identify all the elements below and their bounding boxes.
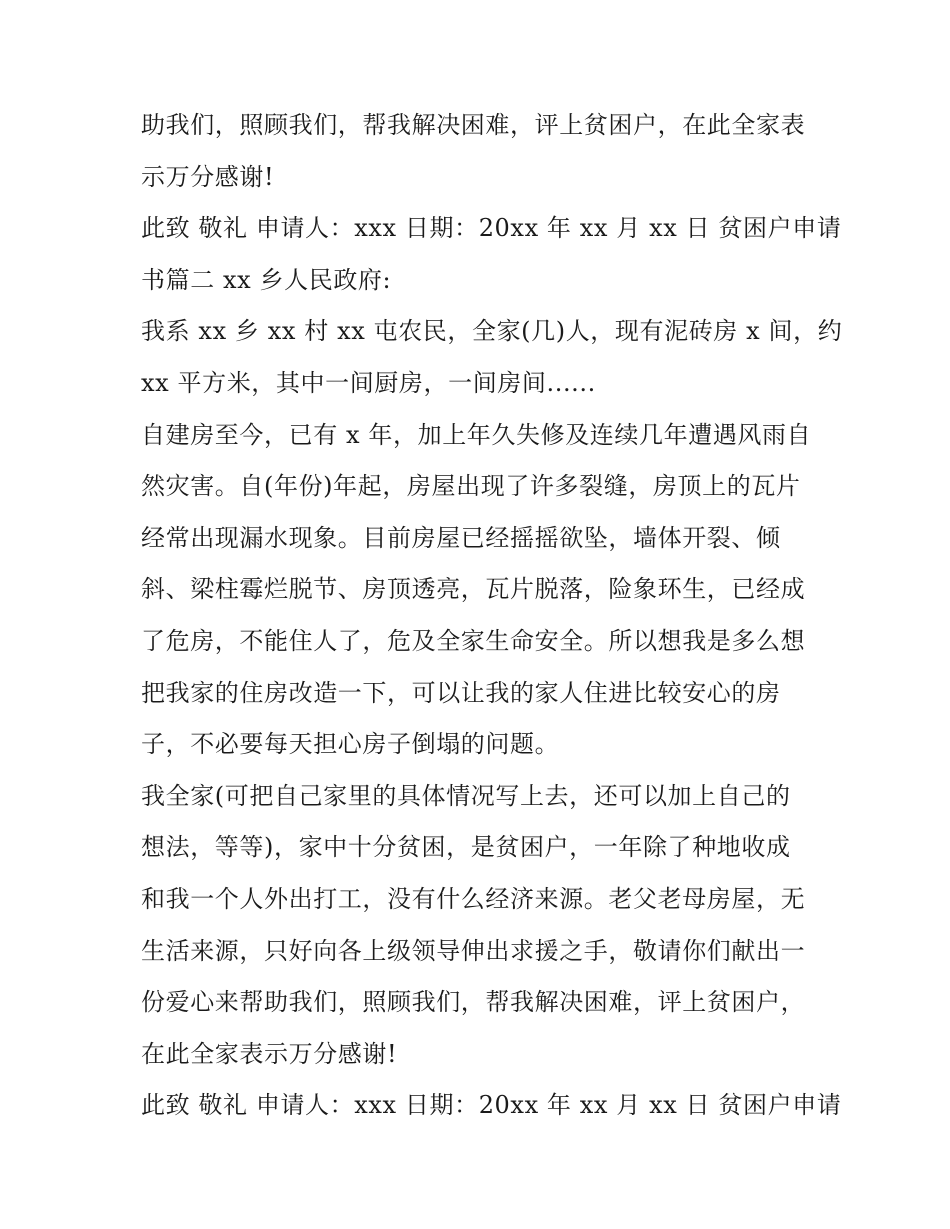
text-line: xx 平方米，其中一间厨房，一间房间...... bbox=[141, 368, 596, 397]
text-line: 助我们，照顾我们，帮我解决困难，评上贫困户，在此全家表 bbox=[141, 111, 806, 139]
text-line: 我全家(可把自己家里的具体情况写上去，还可以加上自己的 bbox=[141, 781, 791, 810]
text-line: 经常出现漏水现象。目前房屋已经摇摇欲坠，墙体开裂、倾 bbox=[141, 523, 781, 552]
text-line: 斜、梁柱霉烂脱节、房顶透亮，瓦片脱落，险象环生，已经成 bbox=[141, 575, 806, 604]
text-line: 子，不必要每天担心房子倒塌的问题。 bbox=[141, 730, 560, 759]
document-body bbox=[141, 100, 843, 1132]
text-line: 和我一个人外出打工，没有什么经济来源。老父老母房屋，无 bbox=[141, 884, 806, 913]
text-line: 此致 敬礼 申请人：xxx 日期：20xx 年 xx 月 xx 日 贫困户申请 bbox=[141, 1091, 842, 1120]
text-line: 自建房至今，已有 x 年，加上年久失修及连续几年遭遇风雨自 bbox=[141, 420, 812, 449]
text-line: 想法，等等)，家中十分贫困，是贫困户，一年除了种地收成 bbox=[141, 833, 791, 862]
text-line: 把我家的住房改造一下，可以让我的家人住进比较安心的房 bbox=[141, 678, 781, 707]
text-line: 此致 敬礼 申请人：xxx 日期：20xx 年 xx 月 xx 日 贫困户申请 bbox=[141, 214, 842, 243]
text-line: 生活来源，只好向各上级领导伸出求援之手，敬请你们献出一 bbox=[141, 936, 806, 965]
text-line: 在此全家表示万分感谢! bbox=[141, 1039, 398, 1068]
text-line: 示万分感谢! bbox=[141, 162, 275, 191]
text-line: 了危房，不能住人了，危及全家生命安全。所以想我是多么想 bbox=[141, 626, 806, 655]
text-line: 书篇二 xx 乡人民政府: bbox=[141, 265, 392, 294]
text-line: 然灾害。自(年份)年起，房屋出现了许多裂缝，房顶上的瓦片 bbox=[141, 472, 801, 501]
text-line: 我系 xx 乡 xx 村 xx 屯农民，全家(几)人，现有泥砖房 x 间，约 bbox=[141, 317, 843, 346]
text-line: 份爱心来帮助我们，照顾我们，帮我解决困难，评上贫困户， bbox=[141, 988, 806, 1017]
